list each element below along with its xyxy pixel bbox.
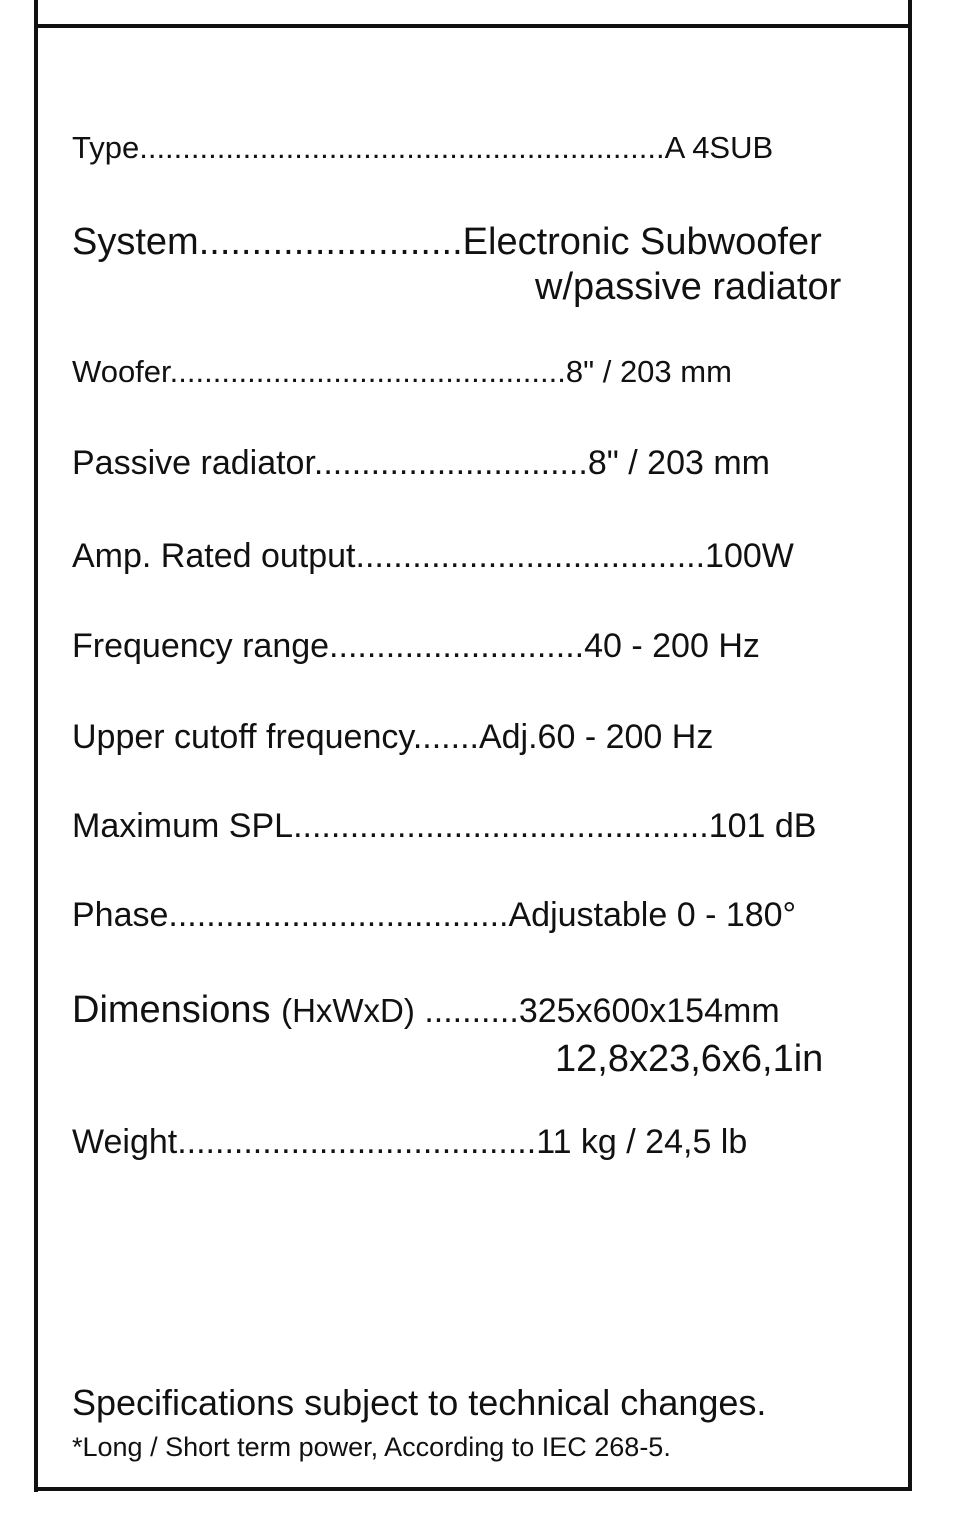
spec-label-suffix: (HxWxD)	[281, 992, 415, 1029]
spec-value: Electronic Subwoofer	[462, 221, 822, 263]
spec-row-dimensions	[72, 991, 780, 1029]
spec-label: Type	[72, 130, 140, 165]
spec-value: Adjustable 0 - 180°	[508, 896, 797, 934]
spec-row-weight	[72, 1125, 747, 1159]
footer-note: *Long / Short term power, According to IEC 268-5.	[72, 1432, 671, 1462]
spec-value: 325x600x154mm	[518, 992, 780, 1030]
spec-label: Woofer	[72, 354, 170, 389]
spec-value-dimensions-line2: 12,8x23,6x6,1in	[555, 1038, 824, 1080]
leader-dots: .......	[412, 718, 479, 756]
spec-row-passive-radiator	[72, 446, 770, 480]
leader-dots: .........................	[198, 221, 463, 263]
spec-label: Phase	[72, 896, 169, 934]
frame-left-extend	[34, 1480, 38, 1492]
leader-dots: .....................................	[355, 537, 706, 575]
spec-row-type	[72, 132, 773, 163]
spec-value: A 4SUB	[664, 130, 774, 165]
leader-dots: .............................	[313, 444, 588, 482]
spec-row-amp-output	[72, 539, 794, 573]
leader-dots: ...........................	[329, 627, 585, 665]
spec-label: Maximum SPL	[72, 807, 294, 845]
spec-label: Frequency range	[72, 627, 330, 665]
spec-value: 8" / 203 mm	[587, 444, 770, 482]
spec-row-max-spl	[72, 809, 816, 843]
spec-row-phase	[72, 898, 796, 932]
spec-value: 40 - 200 Hz	[584, 627, 760, 665]
spec-label: Upper cutoff frequency	[72, 718, 413, 756]
leader-dots: ....................................	[168, 896, 509, 934]
leader-dots: ......................................	[177, 1123, 537, 1161]
spec-row-system	[72, 223, 822, 261]
leader-dots: ..........	[424, 992, 519, 1030]
spec-row-frequency-range	[72, 629, 760, 663]
spec-label: Amp. Rated output	[72, 537, 356, 575]
spec-value: 11 kg / 24,5 lb	[536, 1123, 748, 1161]
spec-value: Adj.60 - 200 Hz	[478, 718, 714, 756]
spec-label: Dimensions	[72, 989, 271, 1031]
spec-label: Passive radiator	[72, 444, 314, 482]
spec-row-woofer	[72, 356, 732, 387]
spec-label: Weight	[72, 1123, 178, 1161]
spec-value: 8" / 203 mm	[565, 354, 732, 389]
leader-dots: .............................................................	[139, 130, 665, 165]
spec-label: System	[72, 221, 199, 263]
spec-row-upper-cutoff	[72, 720, 713, 754]
spec-value: 100W	[705, 537, 794, 575]
spec-value-system-line2: w/passive radiator	[535, 266, 842, 308]
leader-dots: ............................................	[293, 807, 709, 845]
spec-value: 101 dB	[708, 807, 817, 845]
footer-disclaimer: Specifications subject to technical changes.	[72, 1382, 767, 1423]
leader-dots: ..............................................	[169, 354, 566, 389]
